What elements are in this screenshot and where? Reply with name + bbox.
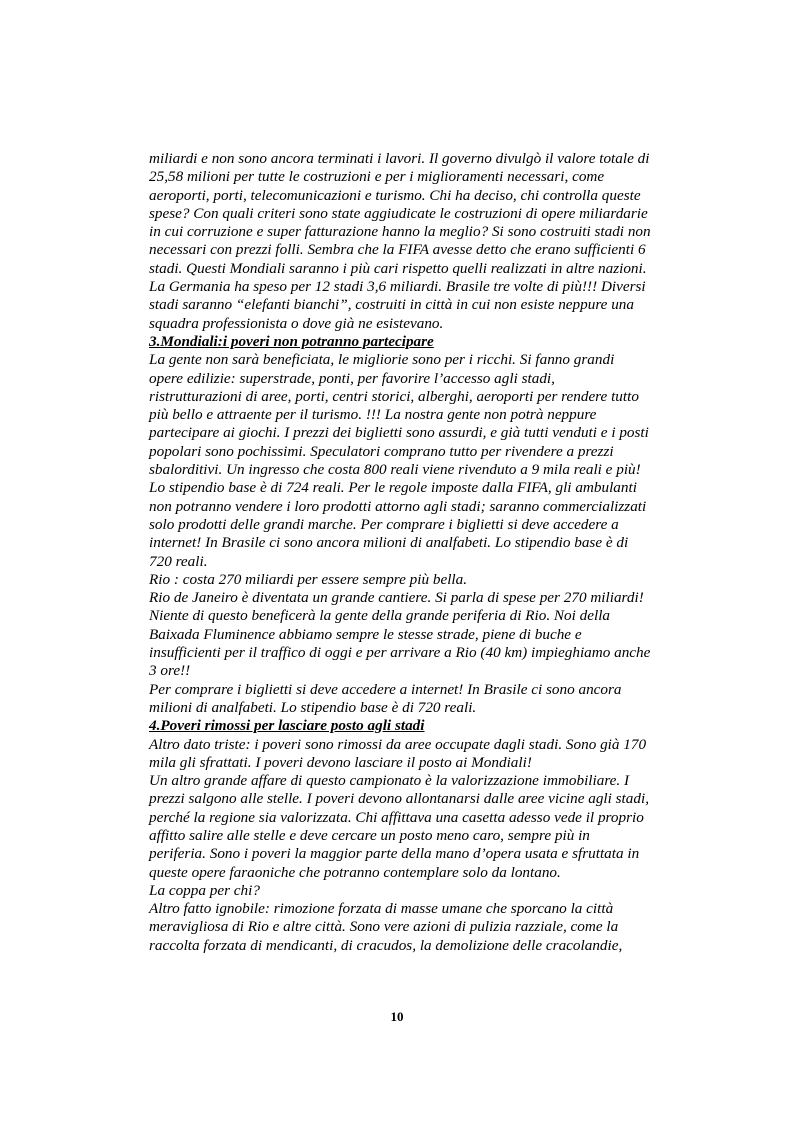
text-line: La Germania ha speso per 12 stadi 3,6 miliardi. Brasile tre volte di più!!! Diversi [149,278,646,296]
text-line: in cui corruzione e super fatturazione hanno la meglio? Si sono costruiti stadi non [149,223,651,241]
text-line: squadra professionista o dove già ne esistevano. [149,314,444,332]
text-line: Niente di questo beneficerà la gente della grande periferia di Rio. Noi della [149,607,611,625]
text-line: 25,58 milioni per tutte le costruzioni e per i miglioramenti necessari, come [149,168,605,186]
text-line: solo prodotti delle grandi marche. Per comprare i biglietti si deve accedere a [149,515,619,533]
text-line: Baixada Fluminence abbiamo sempre le stesse strade, piene di buche e [149,625,582,643]
text-line: ristrutturazioni di aree, porti, centri storici, alberghi, aeroporti per rendere tutto [149,387,639,405]
text-line: Un altro grande affare di questo campionato è la valorizzazione immobiliare. I [149,772,630,790]
text-line: Altro fatto ignobile: rimozione forzata di masse umane che sporcano la città [149,900,614,918]
text-line: affitto salire alle stelle e deve cercare un posto meno caro, sempre più in [149,826,590,844]
text-line: periferia. Sono i poveri la maggior parte della mano d’opera usata e sfruttata in [149,845,640,863]
text-line: non potranno vendere i loro prodotti attorno agli stadi; saranno commercializzati [149,497,647,515]
text-line: 3 ore!! [149,662,191,680]
text-line: Per comprare i biglietti si deve accedere a internet! In Brasile ci sono ancora [149,680,622,698]
section-heading: 4.Poveri rimossi per lasciare posto agli stadi [149,717,425,735]
text-line: stadi. Questi Mondiali saranno i più cari rispetto quelli realizzati in altre nazioni. [149,259,647,277]
text-line: popolari sono pochissimi. Speculatori comprano tutto per rivendere a prezzi [149,442,614,460]
text-line: partecipare ai giochi. I prezzi dei biglietti sono assurdi, e già tutti venduti e i posti [149,424,649,442]
text-line: perché la regione sia valorizzata. Chi affittava una casetta adesso vede il proprio [149,808,644,826]
text-line: Rio : costa 270 miliardi per essere sempre più bella. [149,570,468,588]
text-line: La coppa per chi? [149,881,260,899]
text-line: La gente non sarà beneficiata, le migliorie sono per i ricchi. Si fanno grandi [149,351,615,369]
body-text [149,150,689,955]
text-line: mila gli sfrattati. I poveri devono lasciare il posto ai Mondiali! [149,753,532,771]
text-line: Lo stipendio base è di 724 reali. Per le regole imposte dalla FIFA, gli ambulanti [149,479,637,497]
text-line: stadi saranno “elefanti bianchi”, costruiti in città in cui non esiste neppure una [149,296,634,314]
text-line: più bello e attraente per il turismo. !!! La nostra gente non potrà neppure [149,406,597,424]
text-line: Altro dato triste: i poveri sono rimossi da aree occupate dagli stadi. Sono già 170 [149,735,647,753]
page-number: 10 [390,1009,404,1024]
text-line: Rio de Janeiro è diventata un grande cantiere. Si parla di spese per 270 miliardi! [149,589,644,607]
text-line: opere edilizie: superstrade, ponti, per favorire l’accesso agli stadi, [149,369,555,387]
text-line: 720 reali. [149,552,208,570]
section-heading: 3.Mondiali:i poveri non potranno partecipare [149,332,434,350]
text-line: aeroporti, porti, telecomunicazioni e turismo. Chi ha deciso, chi controlla queste [149,186,641,204]
text-line: milioni di analfabeti. Lo stipendio base è di 720 reali. [149,698,477,716]
text-line: miliardi e non sono ancora terminati i lavori. Il governo divulgò il valore totale di [149,150,650,167]
text-line: internet! In Brasile ci sono ancora milioni di analfabeti. Lo stipendio base è di [149,534,629,552]
text-line: prezzi salgono alle stelle. I poveri devono allontanarsi dalle aree vicine agli stadi, [149,790,649,808]
text-line: sbalorditivi. Un ingresso che costa 800 reali viene rivenduto a 9 mila reali e più! [149,461,641,479]
text-line: queste opere faraoniche che potranno contemplare solo da lontano. [149,863,561,881]
text-line: meravigliosa di Rio e altre città. Sono vere azioni di pulizia razziale, come la [149,918,619,936]
text-line: insufficienti per il traffico di oggi e per arrivare a Rio (40 km) impieghiamo anche [149,644,651,662]
text-line: spese? Con quali criteri sono state aggiudicate le costruzioni di opere miliardarie [149,204,648,222]
text-line: necessari con prezzi folli. Sembra che la FIFA avesse detto che erano sufficienti 6 [149,241,646,259]
text-line: raccolta forzata di mendicanti, di cracudos, la demolizione delle cracolandie, [149,936,623,954]
